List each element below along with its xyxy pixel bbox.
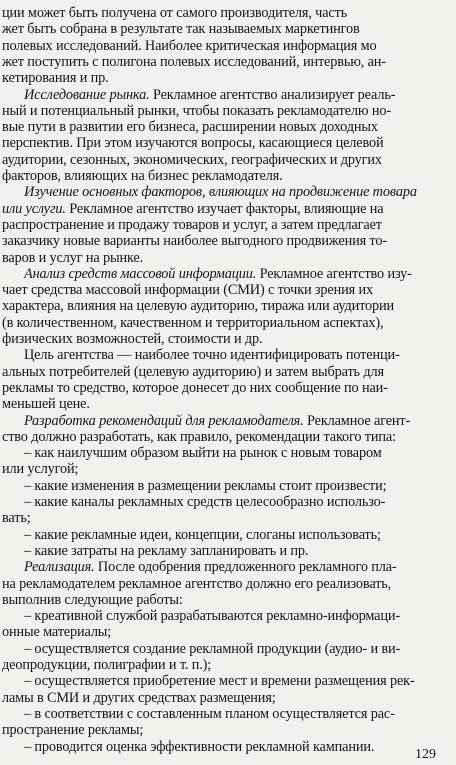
text-line (2, 721, 143, 739)
text-line (2, 102, 391, 120)
line-text: – как наилучшим образом выйти на рынок с новым товаром (24, 445, 382, 462)
text-line (24, 265, 412, 283)
line-text: заказчику новые варианты наиболее выгодного продвижения то- (2, 233, 387, 250)
text-line (2, 249, 143, 267)
line-text: Рекламное агентство изу- (256, 265, 412, 282)
text-line (2, 216, 382, 234)
line-text: на рекламодателем рекламное агентство должно его реализовать, (2, 575, 392, 592)
section-heading: Разработка рекомендаций для рекламодателя. (24, 412, 304, 429)
text-line (24, 477, 386, 495)
text-line (2, 167, 283, 185)
text-line (2, 200, 383, 218)
line-text: или услугой; (2, 461, 79, 478)
text-line (2, 363, 384, 381)
text-line (2, 53, 386, 71)
text-line (2, 281, 373, 299)
text-line (24, 183, 417, 201)
line-text: характера, влияния на целевую аудиторию, тиража или аудитории (2, 298, 395, 315)
line-text: чает средства массовой информации (СМИ) с точки зрения их (2, 282, 373, 299)
line-text: Рекламное агент- (303, 412, 411, 429)
line-text: варов и услуг на рынке. (2, 249, 144, 266)
text-line (24, 444, 382, 462)
line-text: аудитории, сезонных, экономических, географических и других (2, 151, 382, 168)
text-line (24, 705, 395, 723)
line-text: выполнив следующие работы: (2, 591, 183, 608)
text-line (2, 37, 377, 55)
text-line (2, 232, 387, 250)
section-heading: Исследование рынка. (24, 86, 150, 103)
text-line (2, 330, 262, 348)
line-text: ламы в СМИ и других средствах размещения; (2, 689, 276, 706)
text-line (2, 20, 360, 38)
text-line (24, 640, 400, 658)
text-line (24, 346, 400, 364)
text-line (2, 118, 378, 136)
line-text: ство должно разработать, как правило, рекомендации такого типа: (2, 428, 396, 445)
text-line (24, 412, 410, 430)
line-text: деопродукции, полиграфии и т. п.); (2, 657, 212, 673)
line-text: альных потребителей (целевую аудиторию) и затем выбрать для (2, 363, 384, 380)
line-text: Рекламное агентство анализирует реаль- (149, 86, 396, 103)
document-page (0, 6, 452, 758)
section-heading: или услуги. (2, 200, 66, 217)
text-line (2, 395, 90, 413)
text-line (2, 379, 388, 397)
page-number: 129 (415, 747, 436, 758)
line-text: пространение рекламы; (2, 722, 144, 739)
text-line (2, 460, 78, 478)
line-text: онные материалы; (2, 624, 112, 641)
line-text: – какие затраты на рекламу запланировать и пр. (24, 542, 309, 559)
section-heading: Реализация. (24, 559, 95, 576)
line-text: меньшей цене. (2, 396, 90, 413)
line-text: – осуществляется приобретение мест и времени размещения рек- (24, 673, 415, 690)
text-line (2, 134, 383, 152)
line-text: – проводится оценка эффективности рекламной кампании. (24, 738, 375, 755)
line-text: факторов, влияющих на бизнес рекламодателя. (2, 168, 283, 184)
line-text: – какие каналы рекламных средств целесообразно использо- (24, 494, 386, 510)
text-line (24, 493, 385, 511)
text-line (2, 69, 109, 87)
line-text: После одобрения предложенного рекламного пла- (94, 559, 397, 576)
line-text: ный и потенциальный рынки, чтобы показать рекламодателю но- (2, 102, 391, 119)
line-text: ции может быть получена от самого производителя, часть (2, 6, 348, 21)
line-text: Рекламное агентство изучает факторы, влияющие на (65, 200, 384, 217)
text-line (24, 607, 400, 625)
text-line (24, 558, 397, 576)
section-heading: Анализ средств массовой информации. (24, 265, 257, 282)
line-text: физических возможностей, стоимости и др. (2, 331, 263, 347)
line-text: – осуществляется создание рекламной продукции (аудио- и ви- (24, 640, 401, 657)
line-text: жет поступить с полигона полевых исследований, интервью, ан- (2, 53, 386, 70)
text-line (24, 542, 308, 560)
line-text: вать; (2, 510, 31, 527)
text-line (2, 575, 391, 593)
text-line (24, 672, 415, 690)
line-text: (в количественном, качественном и территориальном аспектах), (2, 314, 384, 331)
line-text: вые пути в развитии его бизнеса, расширении новых доходных (2, 119, 378, 136)
text-line (2, 689, 276, 707)
section-heading: Изучение основных факторов, влияющих на продвижение товара (24, 184, 417, 201)
text-line (24, 738, 374, 756)
text-line (2, 591, 183, 609)
text-line (2, 428, 396, 446)
line-text: Цель агентства — наиболее точно идентифицировать потенци- (24, 347, 400, 364)
text-line (2, 656, 211, 674)
text-line (24, 86, 395, 104)
text-line (24, 526, 381, 544)
line-text: перспектив. При этом изучаются вопросы, касающиеся целевой (2, 135, 384, 152)
text-line (2, 151, 382, 169)
line-text: кетирования и пр. (2, 70, 109, 87)
text-line (2, 297, 394, 315)
line-text: – какие изменения в размещении рекламы стоит произвести; (24, 477, 387, 494)
line-text: – какие рекламные идеи, концепции, слоганы использовать; (24, 526, 381, 543)
text-line (2, 623, 111, 641)
line-text: рекламы то средство, которое донесет до них сообщение по наи- (2, 379, 388, 396)
text-line (2, 509, 31, 527)
line-text: распространение и продажу товаров и услуг, а затем предлагает (2, 216, 382, 233)
text-line (2, 314, 383, 332)
line-text: – креативной службой разрабатываются рекламно-информаци- (24, 608, 400, 625)
line-text: полевых исследований. Наиболее критическая информация мо (2, 37, 377, 54)
line-text: – в соответствии с составленным планом осуществляется рас- (24, 705, 395, 722)
line-text: жет быть собрана в результате так называемых маркетингов (2, 21, 360, 38)
